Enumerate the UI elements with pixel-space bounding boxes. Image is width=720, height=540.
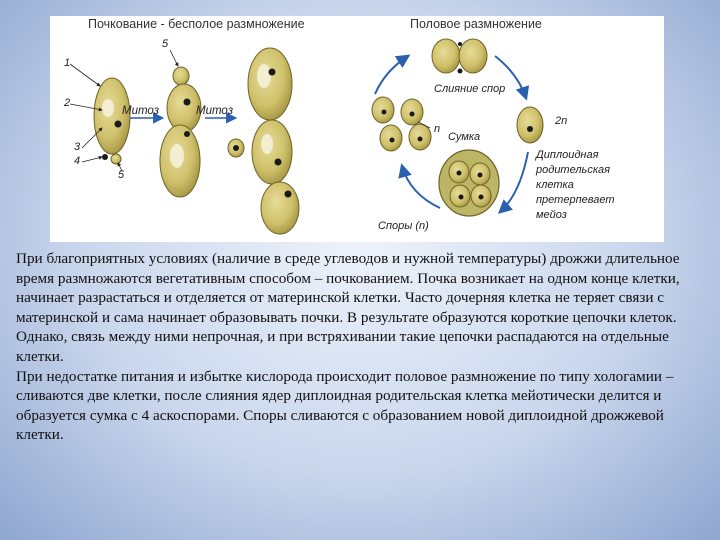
diploid-label: 2n: [555, 115, 568, 127]
fusing-spores: [432, 39, 487, 74]
paragraph-budding: При благоприятных условиях (наличие в среде углеводов и нужной температуры) дрожжи длительное время размножаются вегетативным способом – почкованием. Почка возникает на одном конце клетки, начинает разрастаться и отделяется от материнской клетки. Часто дочерняя клетка не теряет связи с материнской и сама начинает образовывать почки. В результате образуются короткие цепочки клеток. Однако, связь между ними непрочная, и при встряхивании такие цепочки распадаются на отдельные клетки.: [16, 250, 680, 365]
sac-label: Сумка: [448, 131, 481, 143]
budding-cell-3: [228, 48, 299, 234]
label-5b: 5: [162, 38, 169, 50]
diploid-description: [534, 149, 615, 221]
fusion-label: Слияние спор: [434, 83, 506, 95]
budding-cell-2: [160, 67, 201, 197]
paragraph-sexual: При недостатке питания и избытке кислорода происходит половое размножение по типу хологамии – сливаются две клетки, после слияния ядер диплоидная родительская клетка мейотически делится и образуется сумка с 4 аскоспорами. Споры сливаются с образованием новой диплоидной дрожжевой клетки.: [16, 367, 674, 444]
sexual-reproduction-title: Половое размножение: [410, 17, 542, 31]
ascus-sac: [439, 150, 499, 216]
label-1: 1: [64, 57, 71, 69]
label-2: 2: [64, 97, 71, 109]
spores-label: Споры (n): [378, 220, 429, 232]
svg-text:клетка: клетка: [536, 179, 574, 191]
description-text: [16, 249, 708, 445]
svg-text:претерпевает: претерпевает: [536, 194, 615, 206]
svg-text:родительская: родительская: [536, 164, 611, 176]
label-3: 3: [74, 141, 81, 153]
mitosis-label-2: Митоз: [196, 105, 234, 117]
haploid-label: n: [434, 123, 441, 135]
svg-text:мейоз: мейоз: [536, 209, 567, 221]
label-4: 4: [74, 155, 81, 167]
diploid-cell: [517, 107, 543, 143]
svg-text:Диплоидная: Диплоидная: [536, 149, 599, 161]
budding-title: Почкование - бесполое размножение: [88, 17, 305, 31]
budding-cell-1: [94, 78, 130, 164]
mitosis-label-1: Митоз: [122, 105, 160, 117]
yeast-reproduction-diagram: [50, 16, 664, 242]
label-5a: 5: [118, 169, 125, 181]
